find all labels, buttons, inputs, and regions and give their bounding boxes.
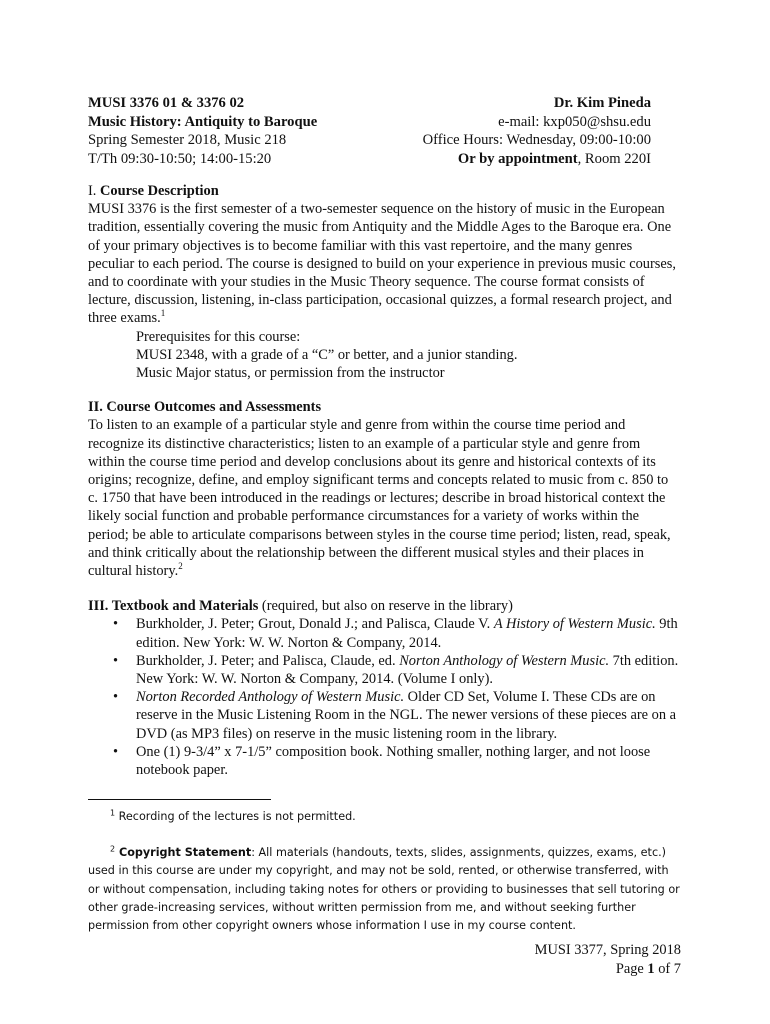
footnote-ref-1: 1 [160,308,166,319]
list-item: • Norton Recorded Anthology of Western Music. Older CD Set, Volume I. These CDs are on reserve in the Music Listening Room in the NGL. The newer versions of these pieces are on a DVD (as MP3 files) on reserve in the music listening room in the library. [113,689,677,742]
course-code: MUSI 3376 01 & 3376 02 [88,95,245,111]
prereq-heading: Prerequisites for this course: [136,328,301,345]
page-number: Page 1 of 7 [615,961,681,977]
prereq-item: Music Major status, or permission from the instructor [136,365,445,382]
section-outcomes-heading: II. Course Outcomes and Assessments [88,399,322,416]
syllabus-body [88,182,680,779]
outcomes-text: To listen to an example of a particular style and genre from within the course time period and recognize its distinctive characteristics; listen to an example of a particular style and genre from within the course time period and develop conclusions about its genre and historical contexts of its origins; recognize, define, and employ significant terms and concepts related to music from c. 850 to c. 1750 that have been introduced in the readings or lectures; describe in broad historical context the likely social function and probable performance circumstances for a variety of works within the period; be able to articulate comparisons between styles in the course time period; listen, read, speak, and think critically about the relationship between the different musical styles and their places in cultural history.$^2$ [88,417,671,580]
footnote-divider [88,799,271,800]
prereq-item: MUSI 2348, with a grade of a “C” or better, and a junior standing. [136,346,518,363]
class-times: T/Th 09:30-10:50; 14:00-15:20 [88,150,272,167]
bullet-icon: • [113,652,119,669]
materials-list [88,615,680,779]
course-term-room: Spring Semester 2018, Music 218 [88,132,287,149]
bullet-icon: • [113,743,119,760]
appointment-info: Or by appointment, Room 220I [457,150,651,167]
page-footer [535,941,681,979]
instructor-name: Dr. Kim Pineda [553,95,651,111]
section-textbook-heading: III. Textbook and Materials (required, but also on reserve in the library) [88,598,513,615]
footnote-ref-2: 2 [178,561,183,572]
footnote-2: $^2$ Copyright Statement: All materials (handouts, texts, slides, assignments, quizzes, exams, etc.) used in this course are under my copyright, and may not be sold, rented, or otherwise transferred, with or without compensation, including taking notes for others or providing to businesses that sell tutoring or other grade-increasing services, without written permission from me, and without seeking further permission from other copyright owners whose information I use in my course content. [88,844,680,933]
section-course-description-heading: I. Course Description [88,183,219,199]
footnote-1: $^1$ Recording of the lectures is not permitted. [110,808,356,823]
list-item: • Burkholder, J. Peter; and Palisca, Claude, ed. Norton Anthology of Western Music. 7th edition. New York: W. W. Norton & Company, 2014. (Volume I only). [113,652,679,688]
footer-course: MUSI 3377, Spring 2018 [534,942,681,958]
bullet-icon: • [113,616,119,633]
bullet-icon: • [113,689,119,706]
instructor-email: e-mail: kxp050@shsu.edu [498,113,651,130]
office-hours: Office Hours: Wednesday, 09:00-10:00 [422,132,651,149]
course-description-text: MUSI 3376 is the first semester of a two-semester sequence on the history of music in the European tradition, essentially covering the music from Antiquity and the Middle Ages to the Baroque era. One of your primary objectives is to become familiar with this vast repertoire, and the many genres peculiar to each period. The course is designed to build on your experience in previous music courses, and to coordinate with your studies in the Music Theory sequence. The course format consists of lecture, discussion, listening, in-class participation, occasional quizzes, a formal research project, and three exams.$^1$ [88,201,676,327]
course-title: Music History: Antiquity to Baroque [88,113,318,130]
list-item: • Burkholder, J. Peter; Grout, Donald J.; and Palisca, Claude V. A History of Western Music. 9th edition. New York: W. W. Norton & Company, 2014. [113,616,678,651]
course-header [88,94,651,168]
list-item: • One (1) 9-3/4” x 7-1/5” composition book. Nothing smaller, nothing larger, and not loose notebook paper. [113,743,651,779]
